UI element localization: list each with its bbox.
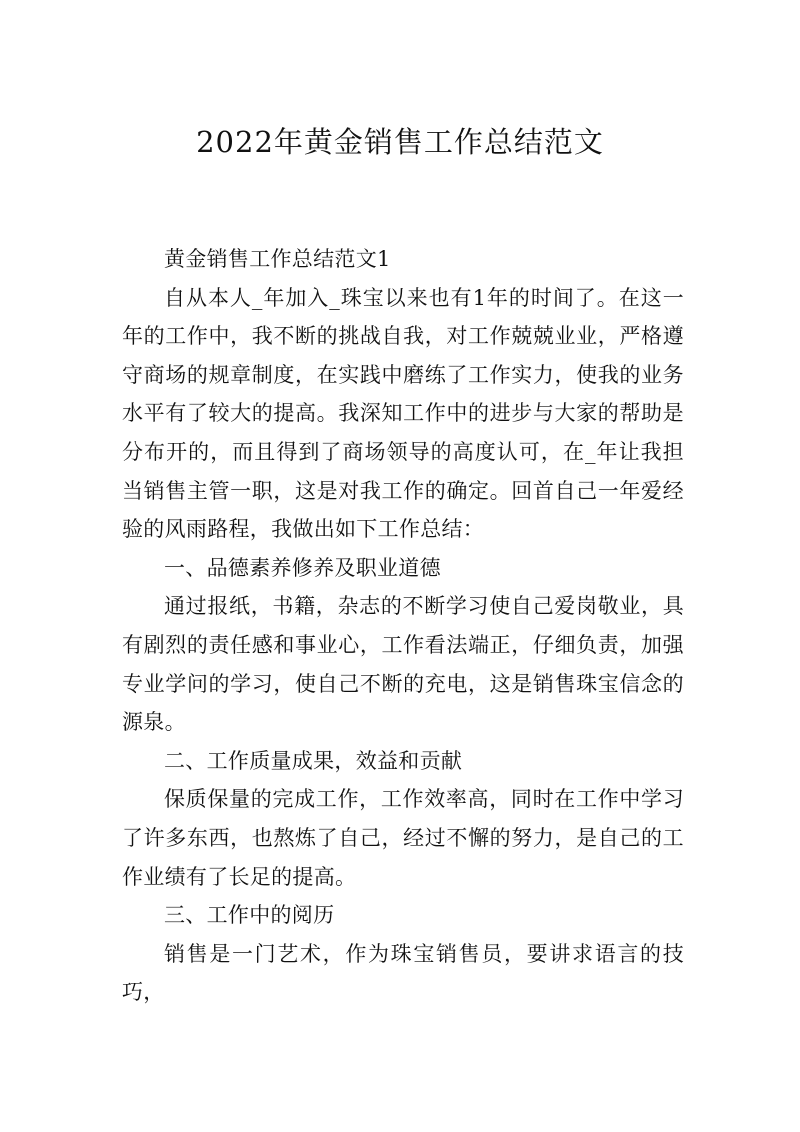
document-title: 2022年黄金销售工作总结范文: [196, 125, 604, 159]
section-heading-3: 三、工作中的阅历: [164, 903, 335, 928]
section-subtitle: 黄金销售工作总结范文1: [164, 247, 391, 271]
section-heading-1: 一、品德素养修养及职业道德: [164, 555, 441, 580]
section-3-paragraph: 销售是一门艺术，作为珠宝销售员，要讲求语言的技巧，: [122, 941, 684, 1005]
section-2-paragraph: 保质保量的完成工作，工作效率高，同时在工作中学习了许多东西，也熬炼了自己，经过不懈的努力，是自己的工作业绩有了长足的提高。: [122, 787, 684, 889]
section-1-paragraph: 通过报纸，书籍，杂志的不断学习使自己爱岗敬业，具有剧烈的责任感和事业心，工作看法端正，仔细负责，加强专业学问的学习，使自己不断的充电，这是销售珠宝信念的源泉。: [122, 594, 684, 735]
section-heading-2: 二、工作质量成果，效益和贡献: [164, 748, 463, 773]
intro-paragraph: 自从本人_年加入_珠宝以来也有1年的时间了。在这一年的工作中，我不断的挑战自我，对工作兢兢业业，严格遵守商场的规章制度，在实践中磨练了工作实力，使我的业务水平有了较大的提高。我深知工作中的进步与大家的帮助是分布开的，而且得到了商场领导的高度认可，在_年让我担当销售主管一职，这是对我工作的确定。回首自己一年爱经验的风雨路程，我做出如下工作总结：: [122, 285, 684, 542]
document-body: [122, 240, 684, 1012]
